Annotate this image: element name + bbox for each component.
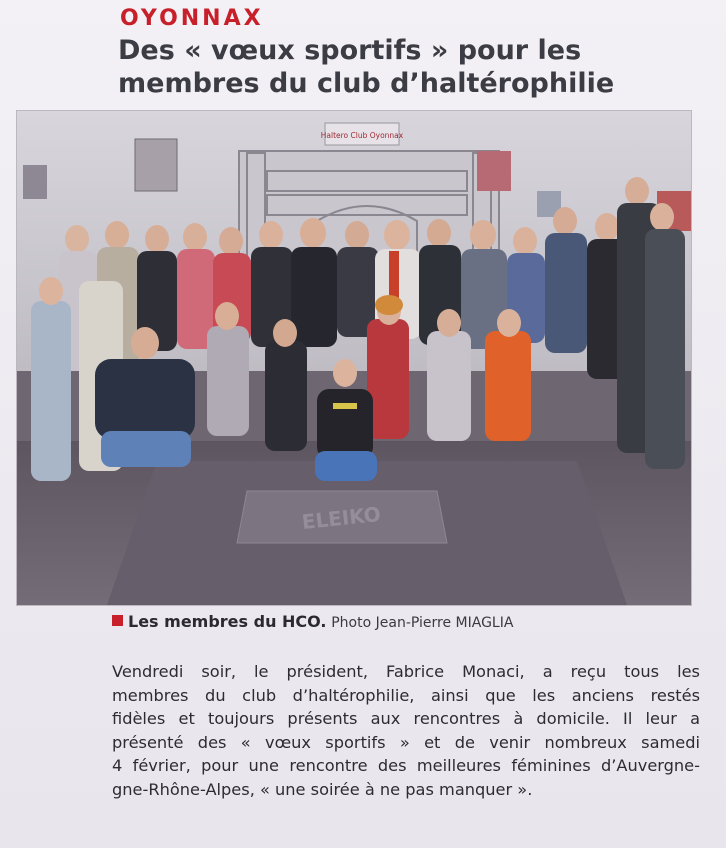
group-photo (16, 110, 692, 606)
platform-logo-text: ELEIKO (300, 501, 382, 535)
article-headline (118, 34, 718, 100)
headline-line-2: membres du club d’haltérophilie (118, 68, 615, 99)
headline-line-1: Des « vœux sportifs » pour les (118, 35, 582, 66)
photo-credit: Photo Jean-Pierre MIAGLIA (331, 615, 514, 631)
photo-caption (112, 612, 513, 632)
body-line: Vendredi soir, le président, Fabrice Monaci, a reçu tous les (112, 662, 700, 681)
club-banner-text: Haltero Club Oyonnax (320, 131, 404, 140)
wall-poster (477, 151, 511, 191)
section-kicker: OYONNAX (120, 6, 264, 31)
group-photo-illustration (17, 111, 691, 605)
body-line: gne-Rhône-Alpes, « une soirée à ne pas manquer ». (112, 779, 533, 799)
body-line: présenté des « vœux sportifs » et de venir nombreux samedi (112, 732, 700, 752)
body-line: fidèles et toujours présents aux rencontres à domicile. Il leur a (112, 709, 700, 729)
wall-poster (23, 165, 47, 199)
article-body (112, 660, 700, 802)
caption-marker-icon (112, 615, 123, 626)
body-line: membres du club d’haltérophilie, ainsi que les anciens restés (112, 685, 700, 705)
body-line: 4 février, pour une rencontre des meilleures féminines d’Auvergne- (112, 756, 700, 776)
wall-poster (135, 139, 177, 191)
caption-title: Les membres du HCO. (128, 612, 327, 631)
